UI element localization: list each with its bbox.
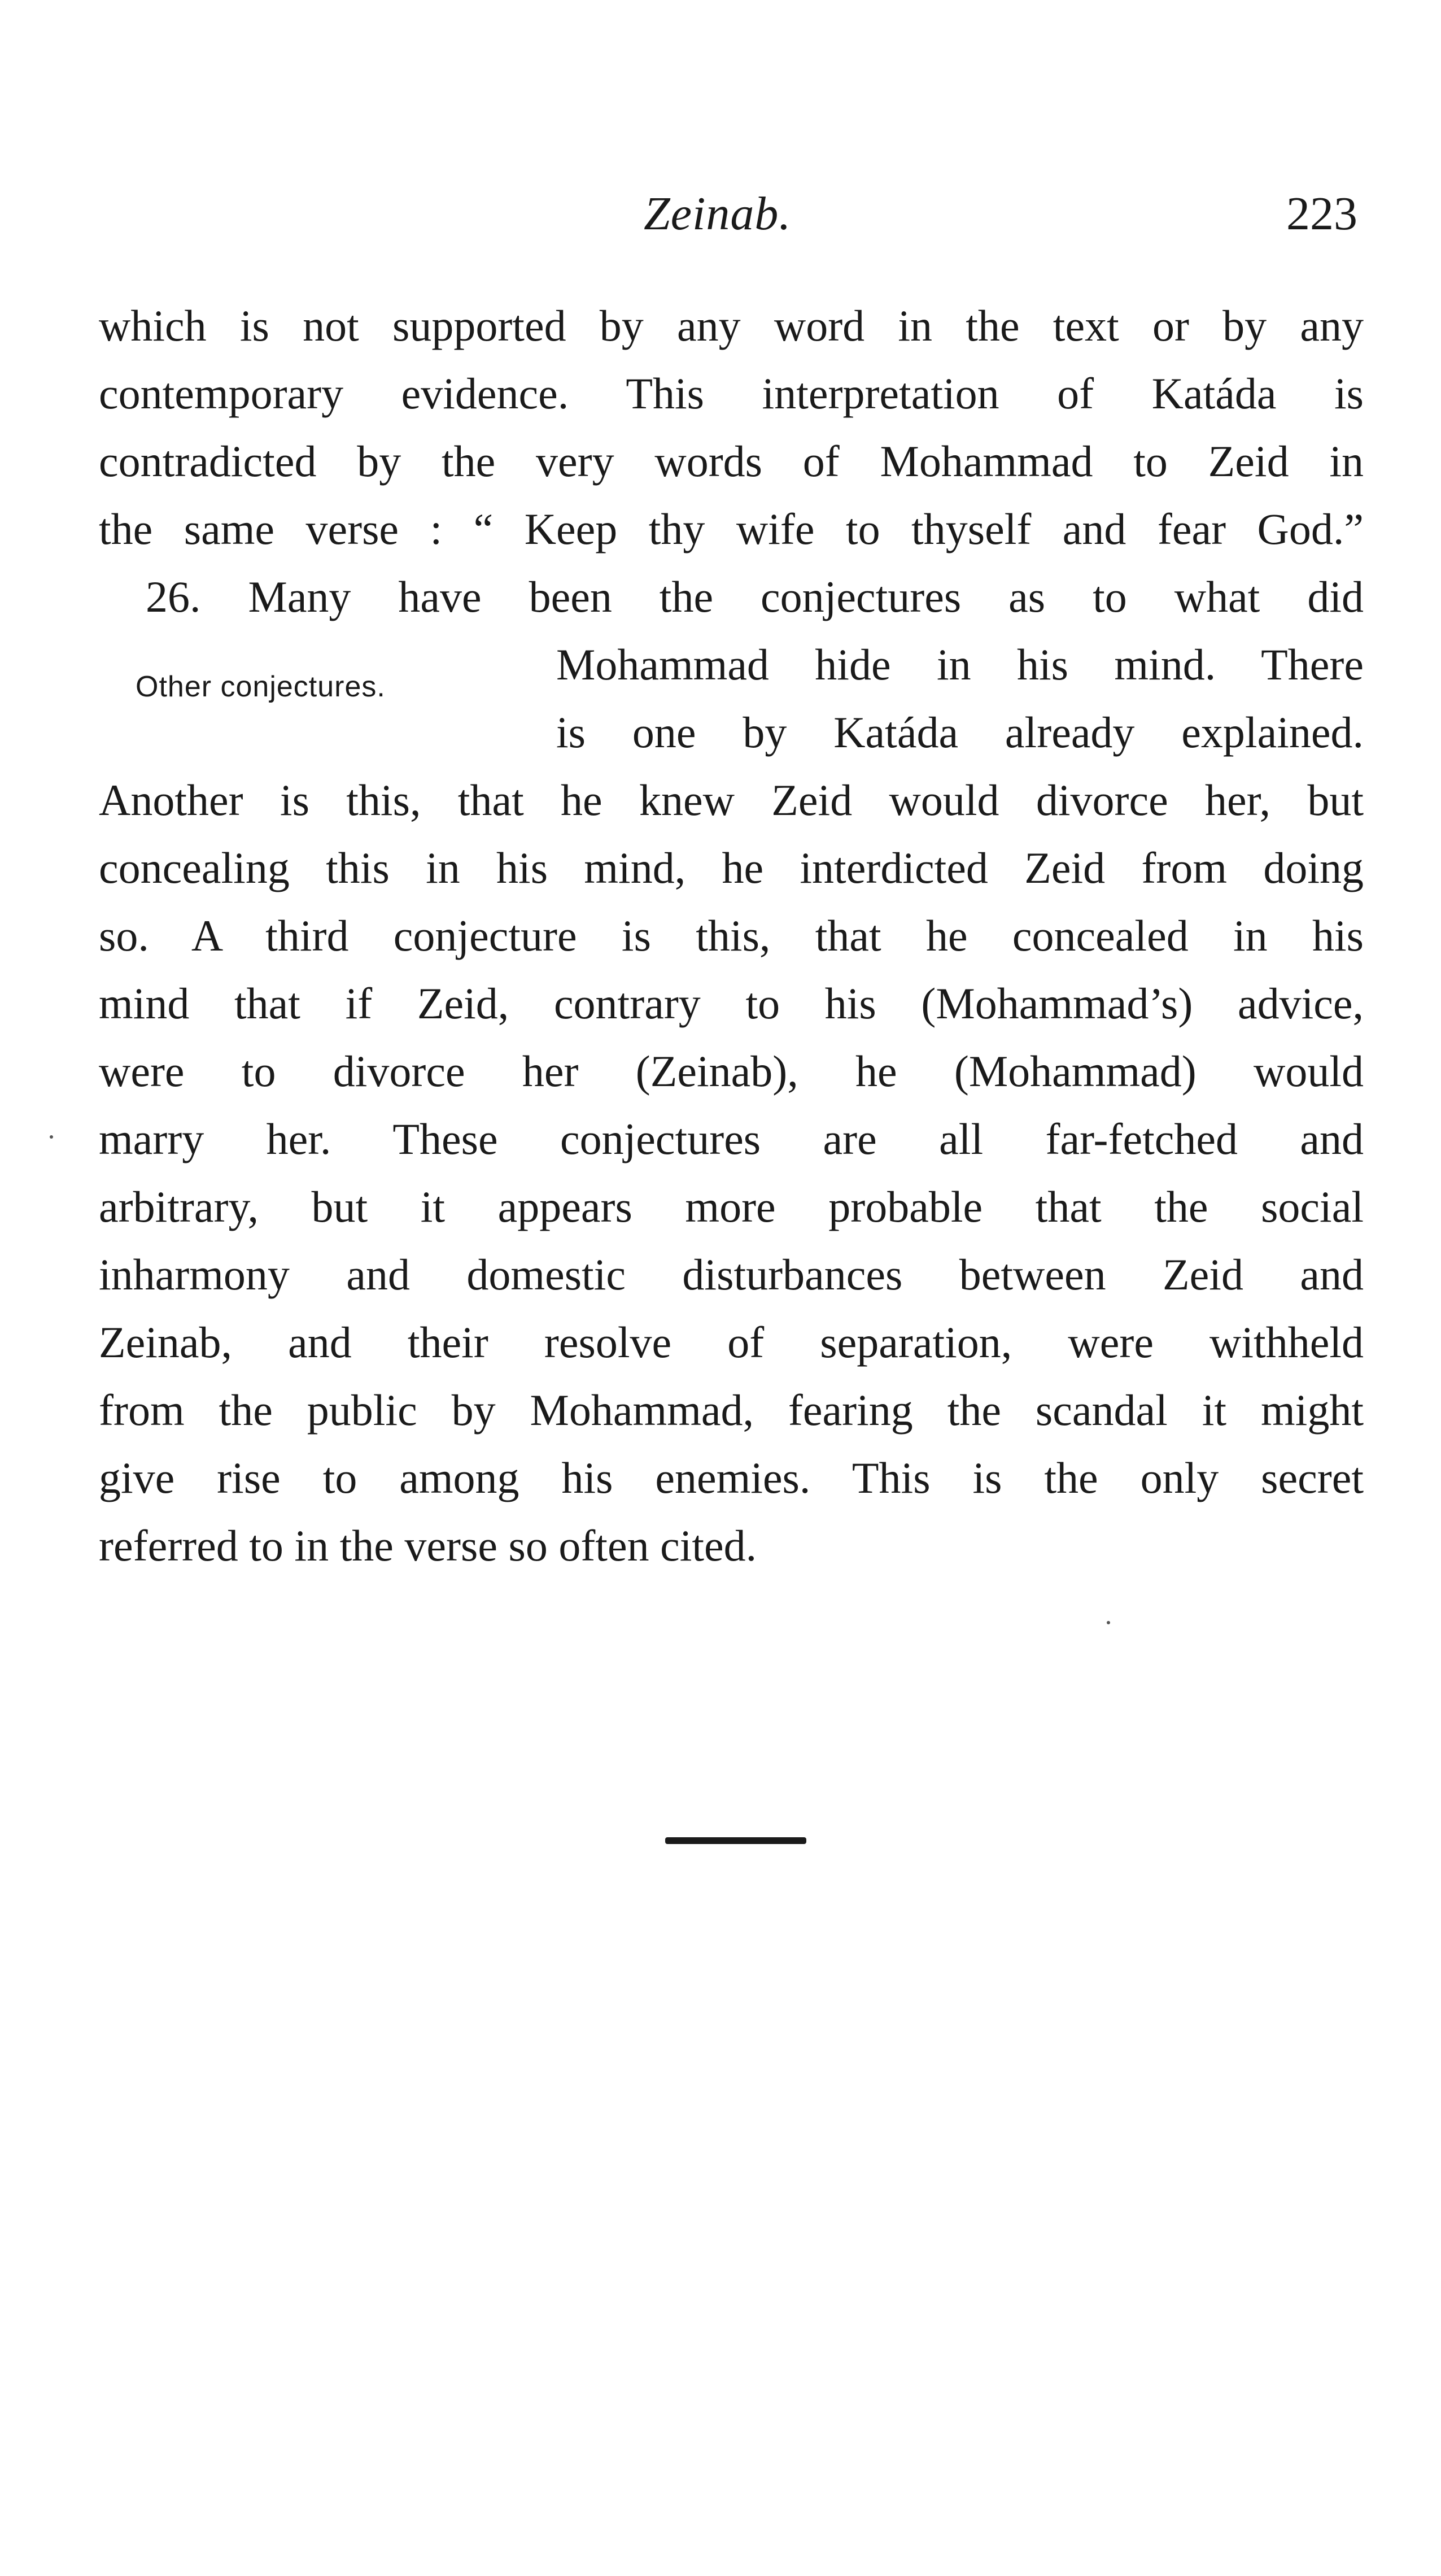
body-line: so. A third conjecture is this, that he concealed in his [99, 911, 1364, 960]
body-line: which is not supported by any word in the text or by any [99, 301, 1364, 350]
body-line: marry her. These conjectures are all far-fetched and [99, 1114, 1364, 1163]
body-line: Mohammad hide in his mind. There [556, 640, 1364, 689]
stray-dot [1107, 1621, 1110, 1624]
body-line: mind that if Zeid, contrary to his (Mohammad’s) advice, [99, 979, 1364, 1028]
body-line: is one by Katáda already explained. [556, 708, 1364, 757]
body-line: from the public by Mohammad, fearing the scandal it might [99, 1385, 1364, 1435]
paragraph-26-first-line: 26. Many have been the conjectures as to what did [146, 572, 1364, 621]
body-line: referred to in the verse so often cited. [99, 1521, 757, 1570]
marginal-note: Other conjectures. [136, 670, 386, 703]
body-line: the same verse : “ Keep thy wife to thyself and fear God.” [99, 504, 1364, 553]
body-line: Zeinab, and their resolve of separation, were withheld [99, 1318, 1364, 1367]
body-line: concealing this in his mind, he interdicted Zeid from doing [99, 843, 1364, 892]
body-line: contradicted by the very words of Mohammad to Zeid in [99, 437, 1364, 486]
running-title: Zeinab. [644, 188, 792, 240]
body-line: inharmony and domestic disturbances between Zeid and [99, 1250, 1364, 1299]
body-line: give rise to among his enemies. This is the only secret [99, 1453, 1364, 1502]
body-line: contemporary evidence. This interpretation of Katáda is [99, 369, 1364, 418]
body-line: arbitrary, but it appears more probable that the social [99, 1182, 1364, 1231]
stray-dot [50, 1135, 53, 1139]
body-line: were to divorce her (Zeinab), he (Mohammad) would [99, 1047, 1364, 1096]
page-number: 223 [1286, 188, 1357, 240]
body-line: Another is this, that he knew Zeid would divorce her, but [99, 775, 1364, 825]
end-rule [665, 1837, 806, 1844]
